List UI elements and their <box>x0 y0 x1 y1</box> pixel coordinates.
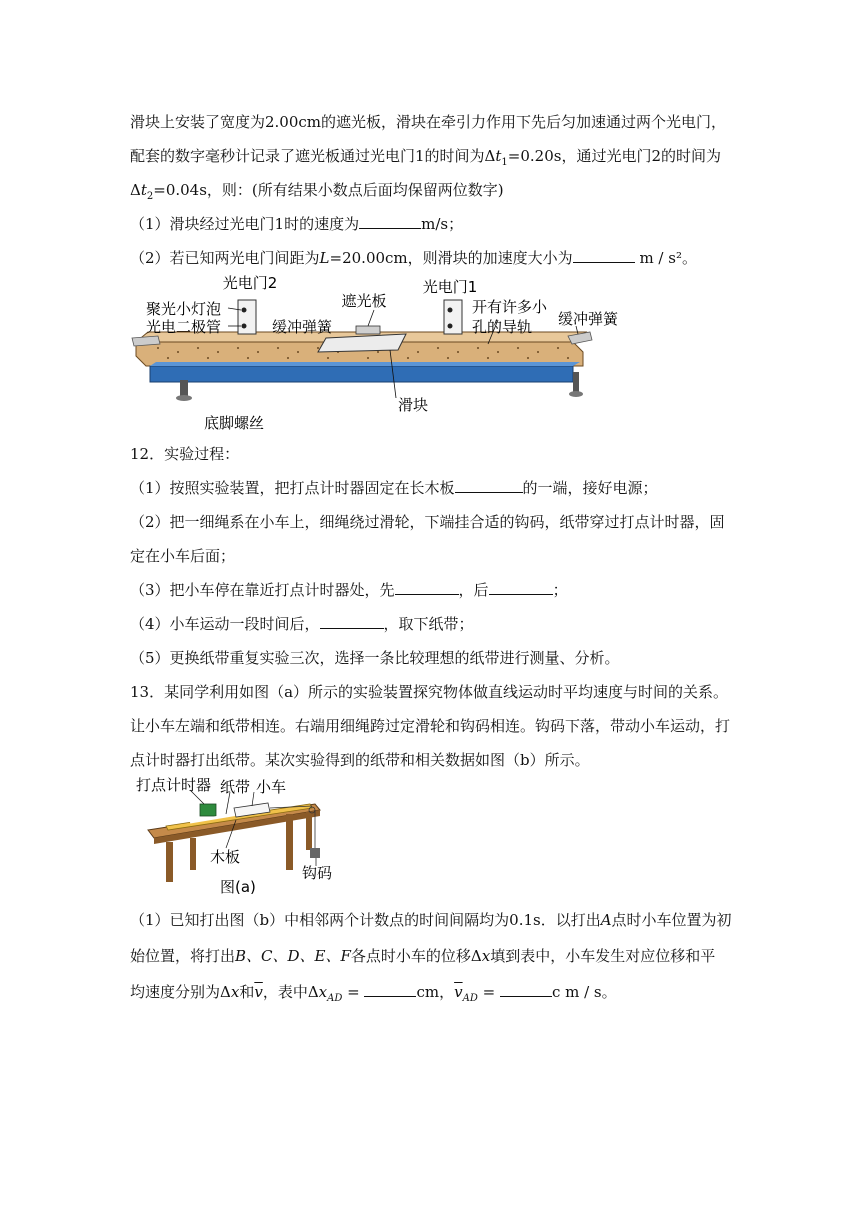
p13-question1-line3: 均速度分别为Δx和$\overline{v}$，表中$\Delta x_{AD}$ = cm，$\overline{v}_{AD} = c$ m / s。 <box>130 983 617 1004</box>
p12-step2-line1: （2）把一细绳系在小车上，细绳绕过滑轮，下端挂合适的钩码，纸带穿过打点计时器，固 <box>130 513 725 531</box>
label-buffer-left: 缓冲弹簧 <box>272 318 333 336</box>
answer-blank[interactable] <box>395 580 459 595</box>
label-timer: 打点计时器 <box>136 776 212 794</box>
label-rail-1: 开有许多小 <box>472 298 548 316</box>
answer-blank[interactable] <box>455 478 523 493</box>
p13-question1-line1: （1）已知打出图（b）中相邻两个计数点的时间间隔均为0.1s．以打出A点时小车位置为初 <box>130 911 732 929</box>
p11-question1: （1）滑块经过光电门1时的速度为 m/s； <box>130 215 464 233</box>
answer-blank[interactable] <box>359 214 421 229</box>
label-gate1: 光电门1 <box>422 278 478 296</box>
label-tape: 纸带 <box>220 778 251 796</box>
p12-step5: （5）更换纸带重复实验三次，选择一条比较理想的纸带进行测量、分析。 <box>130 649 620 667</box>
label-cart: 小车 <box>256 778 287 796</box>
label-slider: 滑块 <box>398 396 429 414</box>
answer-blank[interactable] <box>320 614 384 629</box>
label-board: 木板 <box>210 848 241 866</box>
p11-line2: 配套的数字毫秒计记录了遮光板通过光电门1的时间为$\Delta t_1=0.20s$，通过光电门2的时间为 <box>130 147 722 168</box>
label-shade: 遮光板 <box>341 292 387 310</box>
label-lamp: 聚光小灯泡 <box>146 300 222 318</box>
p11-line1: 滑块上安装了宽度为2.00cm的遮光板，滑块在牵引力作用下先后匀加速通过两个光电门， <box>130 113 727 131</box>
answer-blank[interactable] <box>364 982 416 997</box>
p12-step4: （4）小车运动一段时间后， ，取下纸带； <box>130 615 474 633</box>
p13-question1-line2: 始位置，将打出B、C、D、E、F各点时小车的位移Δx填到表中，小车发生对应位移和平 <box>130 947 716 965</box>
label-rail-2: 孔的导轨 <box>472 318 533 336</box>
figure-caption: 图(a) <box>220 878 256 896</box>
p12-step1: （1）按照实验装置，把打点计时器固定在长木板 的一端，接好电源； <box>130 479 658 497</box>
p13-line2: 让小车左端和纸带相连。右端用细绳跨过定滑轮和钩码相连。钩码下落，带动小车运动，打 <box>130 717 731 735</box>
label-screw: 底脚螺丝 <box>204 414 265 432</box>
label-buffer-right: 缓冲弹簧 <box>558 310 619 328</box>
answer-blank[interactable] <box>573 248 635 263</box>
cart-table-figure <box>130 772 345 900</box>
label-gate2: 光电门2 <box>222 274 278 292</box>
p11-line3: $\Delta t_2=0.04s$，则：(所有结果小数点后面均保留两位数字) <box>130 181 504 202</box>
p13-line3: 点计时器打出纸带。某次实验得到的纸带和相关数据如图（b）所示。 <box>130 751 590 769</box>
label-weight: 钩码 <box>302 864 333 882</box>
p12-step2-line2: 定在小车后面； <box>130 547 236 565</box>
p12-step3: （3）把小车停在靠近打点计时器处，先 ，后 ； <box>130 581 568 599</box>
label-diode: 光电二极管 <box>146 318 222 336</box>
air-track-figure <box>128 270 619 435</box>
p11-question2: （2）若已知两光电门间距为L=20.00cm，则滑块的加速度大小为 m / s²。 <box>130 249 697 267</box>
p12-title: 12．实验过程： <box>130 445 240 463</box>
answer-blank[interactable] <box>500 982 552 997</box>
p13-line1: 13．某同学利用如图（a）所示的实验装置探究物体做直线运动时平均速度与时间的关系。 <box>130 683 729 701</box>
answer-blank[interactable] <box>489 580 553 595</box>
